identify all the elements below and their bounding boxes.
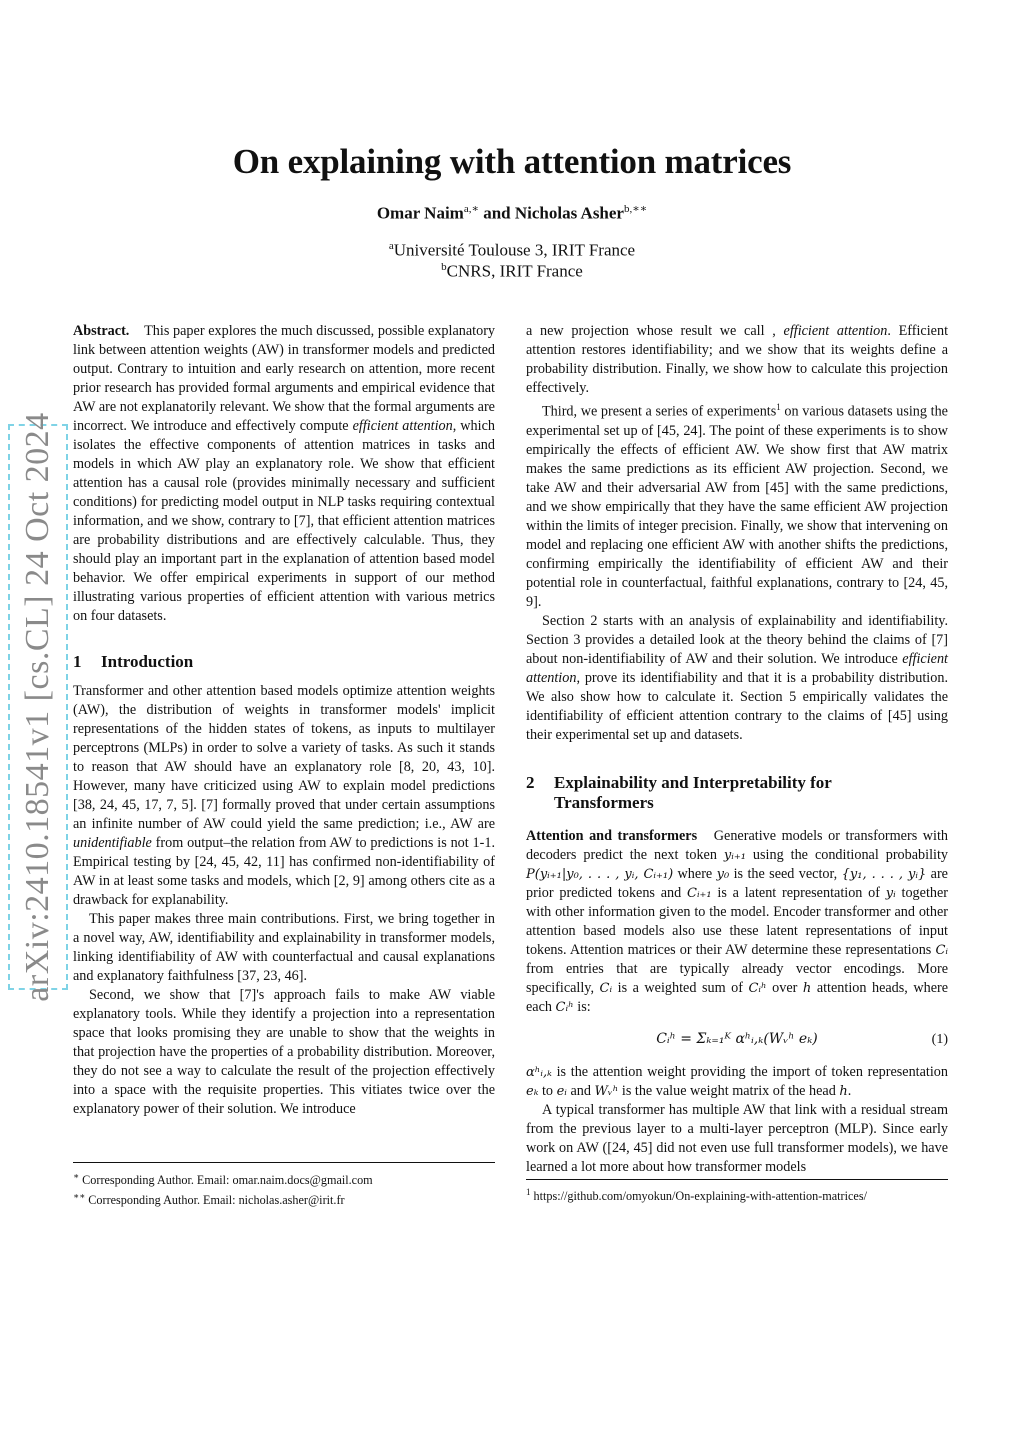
- footnotes-left: [73, 1162, 495, 1208]
- affiliation-b-text: CNRS, IRIT France: [446, 261, 583, 281]
- math-ci: Cᵢ: [935, 942, 948, 958]
- intro-paragraph-3-cont: [526, 322, 948, 398]
- attention-paragraph: [526, 827, 948, 1017]
- section-1-heading: [73, 652, 495, 672]
- intro-paragraph-5: [526, 612, 948, 745]
- equation-1-number: (1): [931, 1032, 948, 1048]
- right-column: [526, 322, 948, 1177]
- intro-paragraph-3: Second, we show that [7]'s approach fails to make AW viable explanatory tools. While they identify a projection into a representation space that looks promising they are unable to show that the weights in that projection have the properties of a probability distribution. Moreover, they do not see a way to calculate the result of the projection effectively into a space with the requisite properties. This vitiates twice over the explanatory power of their solution. We introduce: [73, 987, 495, 1117]
- footnote-1-text: Corresponding Author. Email: omar.naim.docs@gmail.com: [82, 1173, 373, 1188]
- footnotes-right: [526, 1179, 948, 1204]
- e1h: is the value weight matrix of the head: [618, 1082, 840, 1099]
- left-column: [73, 322, 495, 1119]
- math-h: h: [802, 980, 812, 996]
- math-ci-2: Cᵢ: [599, 980, 613, 996]
- intro-r3-text: Section 2 starts with an analysis of explainability and identifiability. Section 3 provides a detailed look at the theory behind the claims of [7] about non-identifiability of AW and their solution. We introduce: [526, 612, 948, 667]
- footnote-rule-right: [526, 1179, 948, 1180]
- s8: from entries that are typically already vector encodings. More specifically,: [526, 960, 948, 996]
- affiliation-b-sup: b: [441, 261, 447, 273]
- math-alpha: αʰᵢ,ₖ: [526, 1064, 552, 1080]
- arxiv-stamp[interactable]: [8, 412, 68, 1002]
- intro-paragraph-4: [526, 398, 948, 612]
- footnote-rule-left: [73, 1162, 495, 1163]
- equation-1-body: Cᵢʰ = Σₖ₌₁ᴷ αʰᵢ,ₖ(Wᵥʰ eₖ): [656, 1031, 818, 1048]
- s4: is the seed vector,: [729, 865, 842, 882]
- math-yi: yᵢ: [885, 885, 896, 901]
- math-ek: eₖ: [526, 1083, 539, 1099]
- s12: is:: [573, 998, 591, 1015]
- math-y-i1: yᵢ₊₁: [723, 847, 746, 863]
- footnote-github: [526, 1184, 948, 1204]
- abstract: [73, 322, 495, 626]
- footnote-author-2: [73, 1188, 495, 1208]
- s10: over: [766, 979, 803, 996]
- abstract-text-2: , which isolates the effective components of attention matrices in tasks and models in which AW play an explanatory role. We show that efficient attention has a causal role (provides minimally necessary and sufficient conditions) for predicting model output in NLP tasks requiring contextual information, and we show, contrary to [7], that efficient attention matrices are probability distributions and are effectively calculable. Thus, they should play an important part in the explanation of attention based model behavior. We offer empirical experiments in support of our method illustrating various properties of efficient attention with various metrics on four datasets.: [73, 418, 495, 624]
- author-1-sup: a,∗: [463, 203, 479, 215]
- author-2-sup: b,∗∗: [623, 203, 648, 215]
- s9: is a weighted sum of: [612, 979, 749, 996]
- intro-r1-text: a new projection whose result we call ,: [526, 323, 784, 339]
- math-cih-2: Cᵢʰ: [555, 999, 574, 1015]
- math-y0: y₀: [716, 866, 730, 882]
- equation-1: [526, 1025, 948, 1055]
- section-2-number: 2: [526, 772, 535, 792]
- affiliation-b: [0, 261, 1024, 282]
- footnote-author-1: [73, 1168, 495, 1188]
- author-1: Omar Naim: [376, 203, 464, 223]
- e1d: to: [538, 1082, 557, 1099]
- section-2-title-line-2: Transformers: [554, 792, 654, 812]
- intro-r1-em: efficient attention: [783, 323, 888, 339]
- intro-paragraph-2: This paper makes three main contributions. First, we bring together in a novel way, AW, identifiability and explainability in transformer models, linking identifiability of AW with counterfactual and causal explanations and explanatory faithfulness [37, 23, 46].: [73, 911, 495, 984]
- section-1-number: 1: [73, 652, 82, 671]
- alpha-paragraph: [526, 1063, 948, 1101]
- section-2-title: [554, 773, 832, 813]
- math-cih: Cᵢʰ: [748, 980, 767, 996]
- intro-r2-text-b: on various datasets using the experimental set up of [45, 24]. The point of these experiments is to show empirically the effects of efficient AW. We show first that AW matrix makes the same predictions as its efficient AW projection. Second, we take AW and their adversarial AW from [45] with the same predictions, and we show empirically that they have the same efficient AW projection within the limits of integer precision. Finally, we show that intervening on model and replacing one efficient AW with another shifts the predictions, confirming empirically the identifiability of efficient AW and their potential role in counterfactual, faithful explanations, contrary to [24, 45, 9].: [526, 403, 948, 610]
- abstract-em: efficient attention: [352, 418, 453, 434]
- abstract-text-1: This paper explores the much discussed, possible explanatory link between attention weights (AW) in transformer models and predicted output. Contrary to intuition and early research on attention, more recent prior research has provided formal arguments and empirical evidence that AW are not explanatorily relevant. We show that the formal arguments are incorrect. We introduce and effectively compute: [73, 323, 496, 434]
- footnote-ref-1[interactable]: 1: [776, 402, 781, 412]
- s6: is a latent representation of: [711, 884, 886, 901]
- affiliation-a-text: Université Toulouse 3, IRIT France: [393, 240, 636, 260]
- math-wvh: Wᵥʰ: [594, 1083, 619, 1099]
- author-line: [0, 202, 1024, 224]
- abstract-label: Abstract.: [73, 323, 130, 339]
- author-and: and: [478, 203, 515, 223]
- affiliation-a: [0, 240, 1024, 261]
- section-1-title: Introduction: [101, 652, 194, 671]
- paragraph-heading: Attention and transformers: [526, 827, 698, 844]
- footnote-1-mark: ∗: [73, 1171, 80, 1181]
- section-2-heading: [526, 773, 948, 813]
- e1f: and: [566, 1082, 595, 1099]
- e1b: is the attention weight providing the import of token representation: [551, 1063, 948, 1080]
- intro-p1-em: unidentifiable: [73, 835, 152, 851]
- s3: where: [673, 865, 717, 882]
- footnote-github-link[interactable]: https://github.com/omyokun/On-explaining-with-attention-matrices/: [533, 1189, 867, 1204]
- math-prob: P(yᵢ₊₁|y₀, . . . , yᵢ, Cᵢ₊₁): [526, 866, 674, 882]
- affiliation-a-sup: a: [388, 240, 394, 252]
- footnote-github-mark: 1: [526, 1187, 531, 1197]
- s11: attention heads, where each: [526, 979, 949, 1015]
- transformer-paragraph: A typical transformer has multiple AW that link with a residual stream from the previous layer to a multi-layer perceptron (MLP). Since early work on AW ([24, 45] did not even use full transformer models), we have learned a lot more about how transformer models: [526, 1101, 948, 1175]
- intro-r3-text-b: , prove its identifiability and that it is a probability distribution. We also show how to calculate it. Section 5 empirically validates the identifiability of efficient attention contrary to the claims of [45] using their experimental set up and datasets.: [526, 669, 948, 743]
- intro-r3-em: efficient attention: [526, 650, 948, 686]
- footnote-2-mark: ∗∗: [73, 1191, 86, 1202]
- arxiv-id: arXiv:2410.18541v1 [cs.CL] 24 Oct 2024: [19, 412, 56, 1002]
- footnote-2-text: Corresponding Author. Email: nicholas.asher@irit.fr: [88, 1193, 345, 1208]
- s1: Generative models or transformers with decoders predict the next token: [526, 827, 948, 863]
- math-h-2: h: [839, 1083, 848, 1099]
- math-set: {y₁, . . . , yᵢ}: [841, 866, 927, 882]
- math-ei: eᵢ: [556, 1083, 567, 1099]
- intro-p1-text-b: from output–the relation from AW to predictions is not 1-1. Empirical testing by [24, 45, 42, 11] has confirmed non-identifiability of AW in at least some tasks and models, which [2, 9] among others cite as a drawback for explanability.: [73, 835, 495, 908]
- intro-paragraph-1: [73, 682, 495, 910]
- section-2-title-line-1: Explainability and Interpretability for: [554, 772, 832, 792]
- math-c-i1: Cᵢ₊₁: [687, 885, 712, 901]
- intro-r2-text: Third, we present a series of experiments: [542, 403, 777, 420]
- s7: together with other information given to the model. Encoder transformer and other attention based models also use these latent representations of input tokens. Attention matrices or their AW determine these representations: [526, 884, 948, 958]
- paper-title: On explaining with attention matrices: [232, 142, 792, 181]
- e1j: .: [847, 1082, 852, 1099]
- author-2: Nicholas Asher: [514, 203, 624, 223]
- s5: are prior predicted tokens and: [526, 865, 948, 901]
- intro-p1-text: Transformer and other attention based models optimize attention weights (AW), the distribution of weights in transformer models' implicit representations of the hidden states of tokens, as inputs to multilayer perceptrons (MLPs) in order to solve a variety of tasks. As such it stands to reason that AW should have an explanatory role [8, 20, 43, 10]. However, many have criticized using AW to explain model predictions [38, 24, 45, 17, 7, 5]. [7] formally proved that under certain assumptions an infinite number of AW could yield the same prediction; i.e., AW are: [73, 683, 495, 832]
- intro-r1-text-b: . Efficient attention restores identifiability; and we show that its weights define a probability distribution. Finally, we show how to calculate this projection effectively.: [526, 323, 949, 396]
- s2: using the conditional probability: [745, 846, 948, 863]
